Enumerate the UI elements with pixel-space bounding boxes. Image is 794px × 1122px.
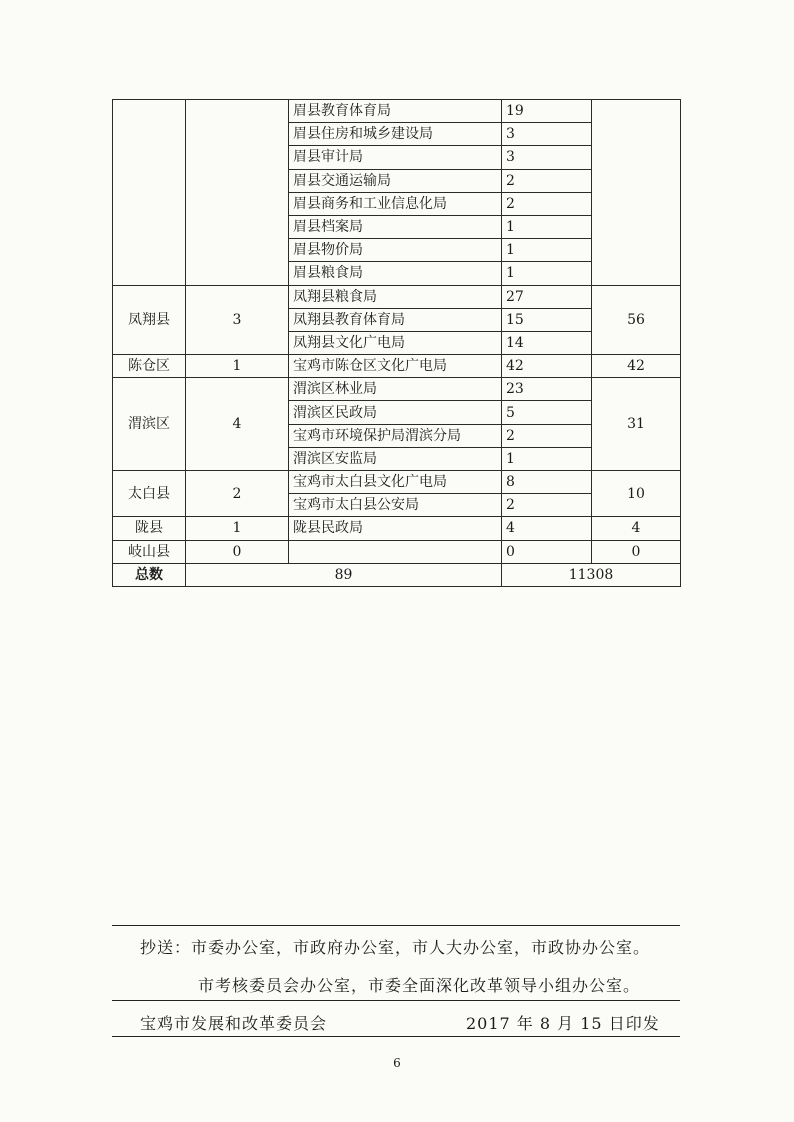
count-cell: 2 <box>502 192 592 215</box>
summary-label: 总数 <box>113 563 186 586</box>
unit-count-cell <box>186 100 289 286</box>
issuer: 宝鸡市发展和改革委员会 <box>140 1014 328 1033</box>
count-cell: 23 <box>502 378 592 401</box>
count-cell: 0 <box>502 540 592 563</box>
count-cell: 1 <box>502 447 592 470</box>
department-cell: 宝鸡市陈仓区文化广电局 <box>289 355 502 378</box>
count-cell: 3 <box>502 123 592 146</box>
department-cell: 眉县交通运输局 <box>289 169 502 192</box>
department-cell: 眉县教育体育局 <box>289 100 502 123</box>
count-cell: 42 <box>502 355 592 378</box>
table-row <box>113 285 681 308</box>
county-cell: 渭滨区 <box>113 378 186 471</box>
department-cell: 眉县住房和城乡建设局 <box>289 123 502 146</box>
county-cell: 凤翔县 <box>113 285 186 355</box>
count-cell: 2 <box>502 169 592 192</box>
count-cell: 15 <box>502 308 592 331</box>
count-cell: 27 <box>502 285 592 308</box>
county-total-cell: 10 <box>592 471 681 517</box>
table-row <box>113 100 681 123</box>
department-cell: 渭滨区林业局 <box>289 378 502 401</box>
department-cell <box>289 540 502 563</box>
department-cell: 渭滨区安监局 <box>289 447 502 470</box>
footer-bottom-rule <box>112 1036 680 1037</box>
footer-top-rule <box>112 925 680 926</box>
department-cell: 眉县档案局 <box>289 215 502 238</box>
unit-count-cell: 4 <box>186 378 289 471</box>
count-cell: 4 <box>502 517 592 540</box>
table-row <box>113 355 681 378</box>
county-cell <box>113 100 186 286</box>
summary-table <box>112 99 681 587</box>
count-cell: 2 <box>502 494 592 517</box>
count-cell: 2 <box>502 424 592 447</box>
department-cell: 眉县商务和工业信息化局 <box>289 192 502 215</box>
unit-count-cell: 0 <box>186 540 289 563</box>
county-total-cell: 42 <box>592 355 681 378</box>
table-row <box>113 378 681 401</box>
footer-middle-rule <box>112 1000 680 1001</box>
department-cell: 眉县审计局 <box>289 146 502 169</box>
summary-row <box>113 563 681 586</box>
table-row <box>113 517 681 540</box>
department-cell: 凤翔县文化广电局 <box>289 331 502 354</box>
issue-date: 2017 年 8 月 15 日印发 <box>466 1014 660 1033</box>
county-total-cell: 4 <box>592 517 681 540</box>
table-row <box>113 471 681 494</box>
department-cell: 宝鸡市环境保护局渭滨分局 <box>289 424 502 447</box>
count-cell: 3 <box>502 146 592 169</box>
unit-count-cell: 2 <box>186 471 289 517</box>
count-cell: 5 <box>502 401 592 424</box>
count-cell: 1 <box>502 262 592 285</box>
county-total-cell: 31 <box>592 378 681 471</box>
count-cell: 1 <box>502 239 592 262</box>
county-cell: 太白县 <box>113 471 186 517</box>
page-number: 6 <box>393 1056 401 1070</box>
department-cell: 凤翔县粮食局 <box>289 285 502 308</box>
cc-line-1: 抄送：市委办公室，市政府办公室，市人大办公室，市政协办公室。 <box>140 938 651 957</box>
county-total-cell <box>592 100 681 286</box>
department-cell: 宝鸡市太白县文化广电局 <box>289 471 502 494</box>
department-cell: 渭滨区民政局 <box>289 401 502 424</box>
count-cell: 1 <box>502 215 592 238</box>
count-cell: 14 <box>502 331 592 354</box>
department-cell: 眉县粮食局 <box>289 262 502 285</box>
department-cell: 宝鸡市太白县公安局 <box>289 494 502 517</box>
cc-line-2: 市考核委员会办公室，市委全面深化改革领导小组办公室。 <box>198 976 641 995</box>
county-total-cell: 0 <box>592 540 681 563</box>
unit-count-cell: 3 <box>186 285 289 355</box>
table-row <box>113 540 681 563</box>
unit-count-cell: 1 <box>186 355 289 378</box>
grand-total: 11308 <box>502 563 681 586</box>
county-cell: 陇县 <box>113 517 186 540</box>
count-cell: 8 <box>502 471 592 494</box>
units-total: 89 <box>186 563 502 586</box>
department-cell: 眉县物价局 <box>289 239 502 262</box>
county-cell: 岐山县 <box>113 540 186 563</box>
county-total-cell: 56 <box>592 285 681 355</box>
unit-count-cell: 1 <box>186 517 289 540</box>
department-cell: 陇县民政局 <box>289 517 502 540</box>
county-cell: 陈仓区 <box>113 355 186 378</box>
department-cell: 凤翔县教育体育局 <box>289 308 502 331</box>
count-cell: 19 <box>502 100 592 123</box>
